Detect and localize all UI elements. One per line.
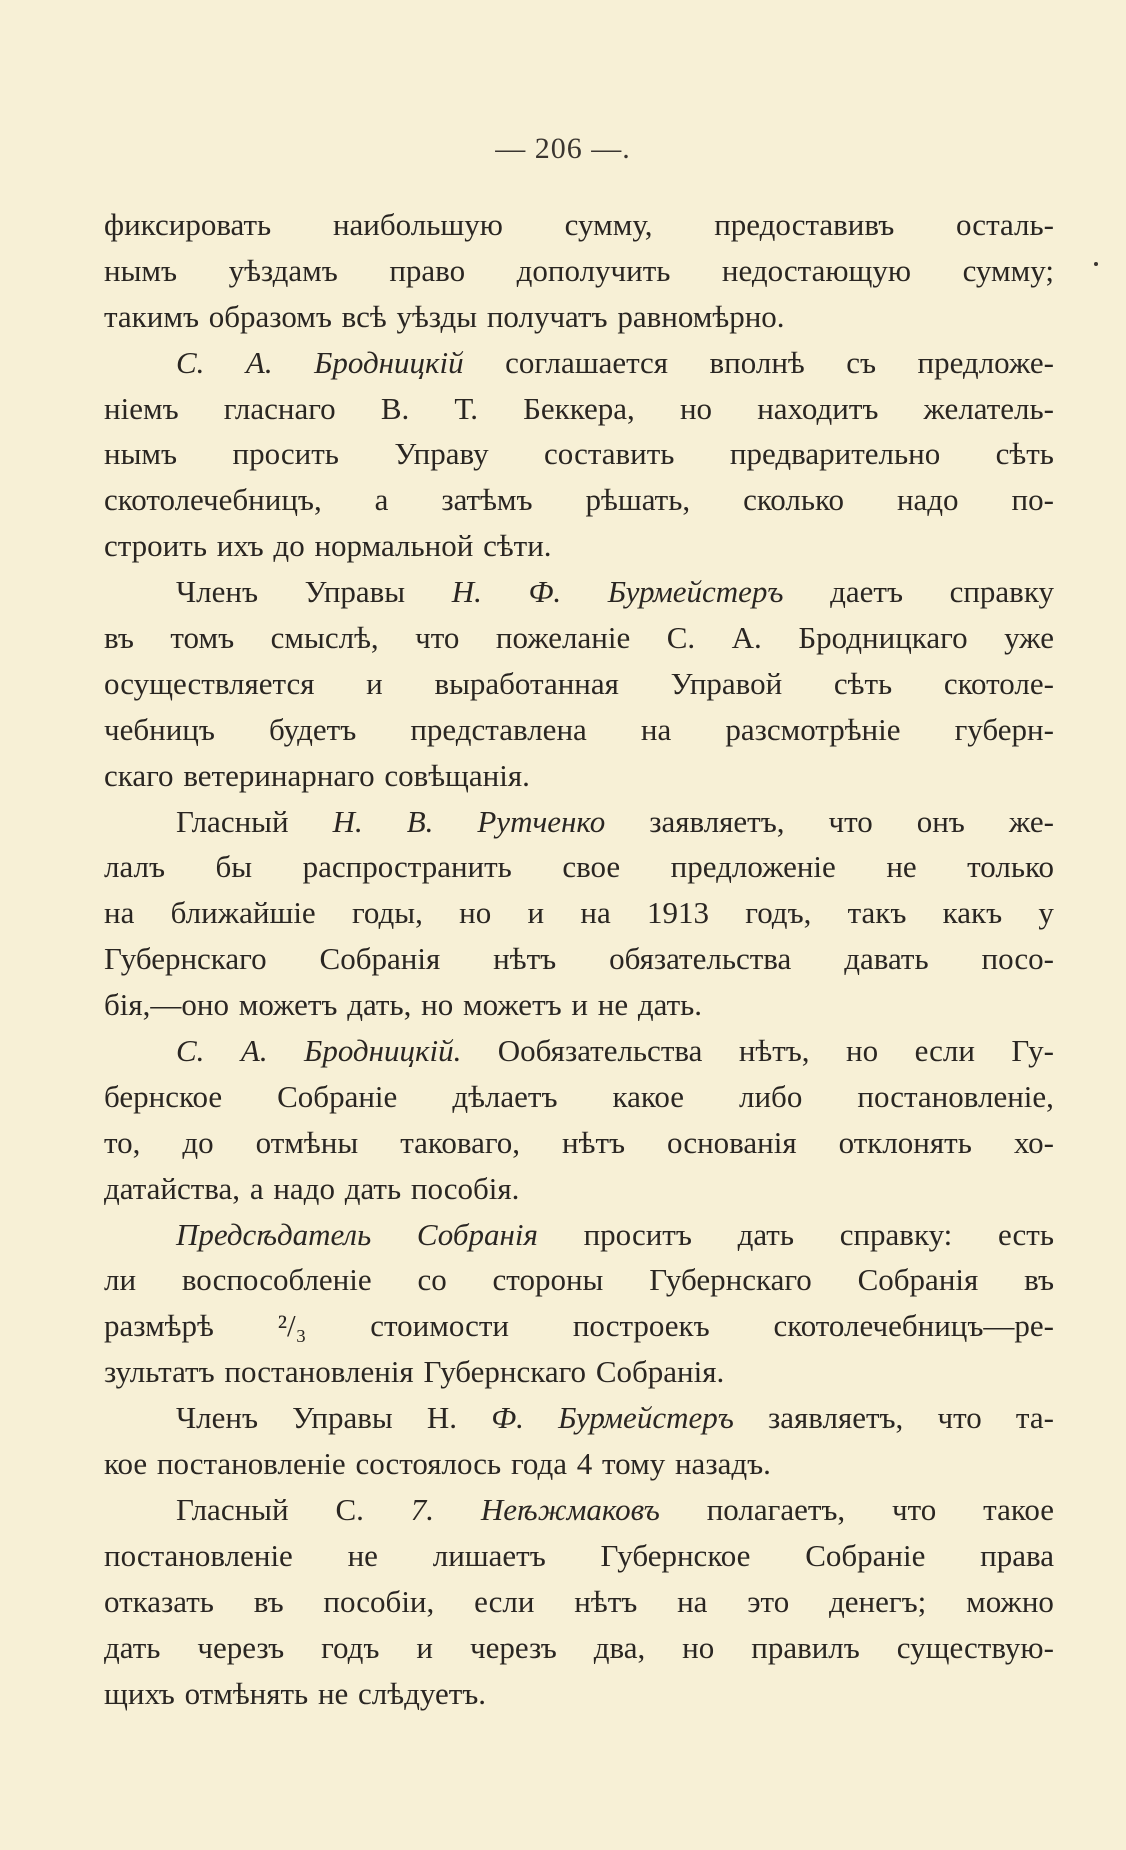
word: наибольшую bbox=[332, 207, 503, 242]
word: представлена bbox=[410, 711, 587, 747]
text-line bbox=[104, 294, 1054, 340]
word: состоялось bbox=[355, 1446, 511, 1482]
word: не bbox=[317, 1675, 359, 1711]
word: не bbox=[347, 1537, 378, 1573]
text-line bbox=[104, 1395, 1054, 1441]
word: давать bbox=[844, 941, 929, 977]
word: стоимости bbox=[370, 1308, 510, 1344]
word: Неѣжмаковъ bbox=[480, 1491, 660, 1527]
text-line bbox=[104, 1257, 1054, 1303]
word: слѣдуетъ. bbox=[358, 1675, 496, 1711]
word: предоставивъ bbox=[714, 207, 895, 242]
text-line bbox=[104, 936, 1054, 982]
word: такимъ bbox=[104, 298, 209, 334]
word: нормальной bbox=[314, 528, 484, 564]
word: скотоле- bbox=[943, 665, 1054, 701]
word: уѣздамъ bbox=[228, 252, 338, 288]
word: постановленіе bbox=[156, 1446, 356, 1482]
word: свое bbox=[562, 849, 621, 885]
word: Бродницкій. bbox=[304, 1033, 462, 1069]
word: у bbox=[1038, 895, 1054, 931]
word: и bbox=[571, 987, 598, 1023]
word: скаго bbox=[104, 757, 184, 793]
word: сумму; bbox=[962, 252, 1054, 288]
word: хо- bbox=[1013, 1124, 1054, 1160]
word: то, bbox=[104, 1124, 141, 1160]
word: всѣ bbox=[341, 298, 397, 334]
word: до bbox=[182, 1124, 214, 1160]
word: Собранія. bbox=[595, 1354, 734, 1390]
word: если bbox=[914, 1033, 975, 1069]
word: совѣщанія. bbox=[384, 757, 540, 793]
word: можно bbox=[966, 1583, 1054, 1619]
word: по- bbox=[1011, 482, 1054, 518]
word: кое bbox=[104, 1446, 157, 1482]
word: таковаго, bbox=[400, 1124, 521, 1160]
word: только bbox=[967, 849, 1054, 885]
text-line bbox=[104, 890, 1054, 936]
word: нѣтъ bbox=[562, 1124, 626, 1160]
text-line bbox=[104, 1212, 1054, 1258]
word: Собраніе bbox=[277, 1078, 398, 1114]
word: отказать bbox=[104, 1583, 214, 1619]
text-line bbox=[104, 799, 1054, 845]
word: скотолечебницъ—ре- bbox=[773, 1308, 1054, 1344]
word: 7. bbox=[410, 1491, 435, 1527]
text-line bbox=[104, 1625, 1054, 1671]
word: даетъ bbox=[830, 574, 903, 610]
word: составить bbox=[544, 436, 675, 472]
word: дополучить bbox=[516, 252, 671, 288]
word: существую- bbox=[896, 1629, 1054, 1665]
word: предварительно bbox=[729, 436, 941, 472]
text-line bbox=[104, 1166, 1054, 1212]
word: но bbox=[421, 987, 463, 1023]
text-line bbox=[104, 1487, 1054, 1533]
word: на bbox=[677, 1583, 708, 1619]
word: Бродницкій bbox=[314, 344, 464, 380]
word: стороны bbox=[492, 1262, 604, 1298]
word: но bbox=[682, 1629, 715, 1665]
word: право bbox=[389, 252, 466, 288]
word: нымъ bbox=[104, 252, 178, 288]
word: до bbox=[273, 528, 315, 564]
word: вполнѣ bbox=[709, 344, 805, 380]
word: Членъ bbox=[176, 574, 258, 610]
word: пожеланіе bbox=[495, 620, 631, 656]
word: Бродницкаго bbox=[798, 620, 968, 656]
text-line bbox=[104, 844, 1054, 890]
word: лишаетъ bbox=[432, 1537, 546, 1573]
word: уѣзды bbox=[396, 298, 487, 334]
word: есть bbox=[997, 1216, 1054, 1252]
word: что bbox=[415, 620, 460, 656]
word: Н. bbox=[332, 803, 363, 839]
word: сѣть bbox=[995, 436, 1054, 472]
word: проситъ bbox=[583, 1216, 692, 1252]
word: затѣмъ bbox=[441, 482, 533, 518]
word: постановленія bbox=[224, 1354, 424, 1390]
word: желатель- bbox=[923, 390, 1054, 426]
word: это bbox=[747, 1583, 790, 1619]
word: С. bbox=[335, 1491, 364, 1527]
word: Беккера, bbox=[523, 390, 635, 426]
word: годъ, bbox=[745, 895, 812, 931]
word: отмѣнять bbox=[184, 1675, 318, 1711]
word: основанія bbox=[667, 1124, 797, 1160]
word: Предсѣдатель bbox=[176, 1216, 372, 1252]
word: черезъ bbox=[197, 1629, 285, 1665]
word: Собранія bbox=[857, 1262, 979, 1298]
word: осуществляется bbox=[104, 665, 315, 701]
word: смыслѣ, bbox=[270, 620, 379, 656]
word: бернское bbox=[104, 1078, 223, 1114]
word: предложе- bbox=[917, 344, 1054, 380]
word: въ bbox=[104, 620, 134, 656]
word: ли bbox=[104, 1262, 137, 1298]
word: рѣшать, bbox=[585, 482, 691, 518]
word: сѣть bbox=[833, 665, 893, 701]
word: онъ bbox=[916, 803, 965, 839]
word: отклонять bbox=[838, 1124, 972, 1160]
word: С. bbox=[666, 620, 696, 656]
word: Т. bbox=[454, 390, 478, 426]
word: черезъ bbox=[469, 1629, 557, 1665]
word: датайства, bbox=[104, 1170, 250, 1206]
word: Губернское bbox=[600, 1537, 751, 1573]
page-number: — 206 —. bbox=[495, 132, 631, 165]
word: надо bbox=[896, 482, 959, 518]
text-line bbox=[104, 1303, 1054, 1349]
word: и bbox=[366, 665, 383, 701]
word: находитъ bbox=[757, 390, 879, 426]
word: правилъ bbox=[751, 1629, 860, 1665]
text-line bbox=[104, 707, 1054, 753]
word: зультатъ bbox=[104, 1354, 225, 1390]
word: томъ bbox=[170, 620, 235, 656]
word: воспособленіе bbox=[181, 1262, 372, 1298]
word: В. bbox=[406, 803, 434, 839]
word: А. bbox=[731, 620, 762, 656]
word: скотолечебницъ, bbox=[104, 482, 322, 518]
word: какое bbox=[612, 1078, 684, 1114]
word: Н. bbox=[426, 1400, 458, 1436]
word: постановленіе bbox=[104, 1537, 293, 1573]
text-line bbox=[104, 661, 1054, 707]
word: Рутченко bbox=[477, 803, 606, 839]
word: что bbox=[892, 1491, 937, 1527]
word: та- bbox=[1015, 1400, 1054, 1436]
text-line bbox=[104, 1533, 1054, 1579]
word: два, bbox=[593, 1629, 646, 1665]
word: 4 bbox=[576, 1446, 603, 1482]
word: Ф. bbox=[528, 574, 562, 610]
word: щихъ bbox=[104, 1675, 185, 1711]
word: можетъ bbox=[462, 987, 572, 1023]
word: права bbox=[980, 1537, 1054, 1573]
word: годы, bbox=[351, 895, 423, 931]
word: что bbox=[828, 803, 873, 839]
word: полагаетъ, bbox=[706, 1491, 846, 1527]
word: ветеринарнаго bbox=[183, 757, 385, 793]
word: заявляетъ, bbox=[768, 1400, 904, 1436]
word: на bbox=[580, 895, 611, 931]
word: равномѣрно. bbox=[617, 298, 795, 334]
word: Собраніе bbox=[805, 1537, 926, 1573]
text-line bbox=[104, 202, 1054, 248]
word: и bbox=[416, 1629, 434, 1665]
word: нѣтъ bbox=[574, 1583, 638, 1619]
word: гласнаго bbox=[223, 390, 336, 426]
word: что bbox=[937, 1400, 982, 1436]
text-line bbox=[104, 569, 1054, 615]
word: надо bbox=[273, 1170, 345, 1206]
word: Управой bbox=[670, 665, 783, 701]
text-line bbox=[104, 1120, 1054, 1166]
word: чебницъ bbox=[104, 711, 215, 747]
word: такое bbox=[983, 1491, 1054, 1527]
word: бія,—оно bbox=[104, 987, 239, 1023]
word: сумму, bbox=[564, 207, 653, 242]
word: фиксировать bbox=[104, 207, 272, 242]
ink-dot bbox=[1094, 262, 1098, 266]
word: Ообязательства bbox=[497, 1033, 703, 1069]
word: постановленіе, bbox=[857, 1078, 1054, 1114]
word: Управы bbox=[304, 574, 406, 610]
word: не bbox=[886, 849, 917, 885]
word: лалъ bbox=[104, 849, 166, 885]
word: образомъ bbox=[208, 298, 342, 334]
word: В. bbox=[380, 390, 410, 426]
word: С. bbox=[176, 344, 205, 380]
word: отмѣны bbox=[255, 1124, 359, 1160]
word: получатъ bbox=[486, 298, 618, 334]
word: Н. bbox=[451, 574, 482, 610]
word: справку bbox=[949, 574, 1054, 610]
word: ближайшіе bbox=[170, 895, 316, 931]
word: нымъ bbox=[104, 436, 178, 472]
word: назадъ. bbox=[674, 1446, 781, 1482]
word: осталь- bbox=[956, 207, 1054, 242]
word: нѣтъ bbox=[493, 941, 557, 977]
word: если bbox=[474, 1583, 535, 1619]
text-line bbox=[104, 386, 1054, 432]
word: Губернскаго bbox=[423, 1354, 596, 1390]
word: Собранія bbox=[416, 1216, 538, 1252]
word: А. bbox=[240, 1033, 268, 1069]
word: Губернскаго bbox=[104, 941, 267, 977]
word: ²/₃ bbox=[277, 1308, 307, 1344]
word: на bbox=[104, 895, 135, 931]
word: Ф. bbox=[491, 1400, 524, 1436]
text-line bbox=[104, 615, 1054, 661]
body-text bbox=[104, 202, 1054, 1716]
word: а bbox=[374, 482, 389, 518]
text-line bbox=[104, 523, 1054, 569]
word: на bbox=[640, 711, 672, 747]
word: Управу bbox=[394, 436, 489, 472]
word: сколько bbox=[743, 482, 844, 518]
text-line bbox=[104, 1579, 1054, 1625]
word: губерн- bbox=[954, 711, 1054, 747]
word: въ bbox=[253, 1583, 284, 1619]
word: строить bbox=[104, 528, 217, 564]
word: предложеніе bbox=[670, 849, 836, 885]
word: но bbox=[459, 895, 492, 931]
word: но bbox=[679, 390, 713, 426]
word: же- bbox=[1008, 803, 1054, 839]
text-line bbox=[104, 1028, 1054, 1074]
word: соглашается bbox=[505, 344, 669, 380]
word: А. bbox=[245, 344, 273, 380]
word: годъ bbox=[321, 1629, 380, 1665]
word: въ bbox=[1024, 1262, 1054, 1298]
word: Гласный bbox=[176, 803, 289, 839]
word: посо- bbox=[981, 941, 1054, 977]
word: денегъ; bbox=[829, 1583, 927, 1619]
text-line bbox=[104, 753, 1054, 799]
text-line bbox=[104, 1671, 1054, 1717]
word: и bbox=[527, 895, 545, 931]
word: съ bbox=[846, 344, 877, 380]
word: со bbox=[417, 1262, 447, 1298]
word: такъ bbox=[847, 895, 907, 931]
word: Гу- bbox=[1011, 1033, 1054, 1069]
text-line bbox=[104, 1349, 1054, 1395]
text-line bbox=[104, 431, 1054, 477]
word: нѣтъ, bbox=[738, 1033, 810, 1069]
word: какъ bbox=[942, 895, 1003, 931]
text-line bbox=[104, 477, 1054, 523]
word: дать. bbox=[637, 987, 712, 1023]
word: но bbox=[846, 1033, 879, 1069]
word: построекъ bbox=[572, 1308, 710, 1344]
text-line bbox=[104, 340, 1054, 386]
word: пособіи, bbox=[323, 1583, 435, 1619]
word: Гласный bbox=[176, 1491, 289, 1527]
word: а bbox=[249, 1170, 274, 1206]
word: 1913 bbox=[646, 895, 709, 931]
word: Губернскаго bbox=[649, 1262, 812, 1298]
word: справку: bbox=[839, 1216, 953, 1252]
word: дать bbox=[104, 1629, 161, 1665]
word: сѣти. bbox=[483, 528, 562, 564]
word: Управы bbox=[292, 1400, 393, 1436]
word: либо bbox=[739, 1078, 803, 1114]
word: Бурмейстеръ bbox=[558, 1400, 734, 1436]
word: просить bbox=[232, 436, 339, 472]
word: распространить bbox=[302, 849, 512, 885]
word: дѣлаетъ bbox=[452, 1078, 558, 1114]
text-line bbox=[104, 1074, 1054, 1120]
word: обязательства bbox=[609, 941, 792, 977]
word: бы bbox=[215, 849, 253, 885]
word: недостающую bbox=[721, 252, 912, 288]
word: Бурмейстеръ bbox=[607, 574, 784, 610]
text-line bbox=[104, 982, 1054, 1028]
word: ніемъ bbox=[104, 390, 179, 426]
word: С. bbox=[176, 1033, 205, 1069]
word: разсмотрѣніе bbox=[725, 711, 901, 747]
text-line bbox=[104, 248, 1054, 294]
word: не bbox=[597, 987, 638, 1023]
word: Собранія bbox=[319, 941, 441, 977]
text-line bbox=[104, 1441, 1054, 1487]
word: тому bbox=[602, 1446, 675, 1482]
word: дать bbox=[737, 1216, 794, 1252]
word: можетъ bbox=[238, 987, 348, 1023]
word: ихъ bbox=[216, 528, 274, 564]
word: заявляетъ, bbox=[649, 803, 785, 839]
word: уже bbox=[1004, 620, 1054, 656]
word: пособія. bbox=[410, 1170, 530, 1206]
word: дать bbox=[344, 1170, 411, 1206]
word: будетъ bbox=[269, 711, 357, 747]
word: года bbox=[510, 1446, 577, 1482]
word: выработанная bbox=[434, 665, 619, 701]
word: дать, bbox=[347, 987, 422, 1023]
word: размѣрѣ bbox=[104, 1308, 214, 1344]
word: Членъ bbox=[176, 1400, 258, 1436]
